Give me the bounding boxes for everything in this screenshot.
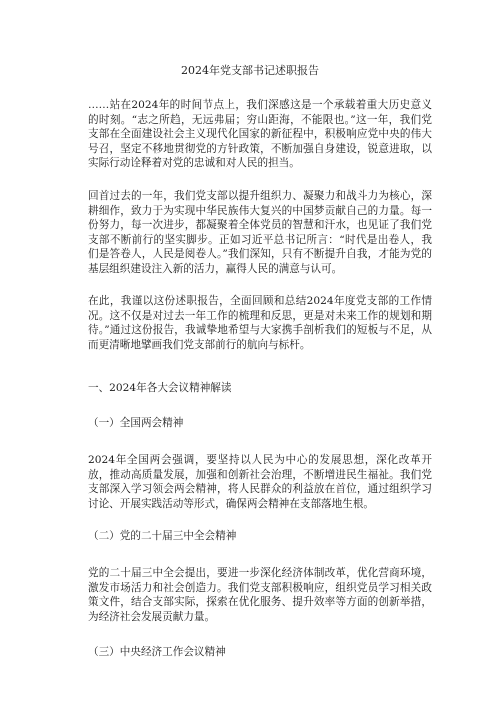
intro-paragraph-1: ……站在2024年的时间节点上，我们深感这是一个承载着重大历史意义的时刻。“志之所趋，无远弗届；穷山距海，不能限也。”这一年，我们党支部在全面建设社会主义现代化国家的新征程中，积极响应党中央的伟大号召，坚定不移地贯彻党的方针政策，不断加强自身建设，锐意进取，以实际行动诠释着对党的忠诚和对人民的担当。 [88,99,432,170]
section-title: 一、2024年各大会议精神解读 [88,382,232,394]
subsection-body-2: 党的二十届三中全会提出，要进一步深化经济体制改革，优化营商环境，激发市场活力和社会创造力。我们党支部积极响应，组织党员学习相关政策文件，结合支部实际，探索在优化服务、提升效率等方面的创新举措，为经济社会发展贡献力量。 [88,567,432,623]
subsection-heading-1: （一）全国两会精神 [88,417,184,429]
subsection-body-1: 2024年全国两会强调，要坚持以人民为中心的发展思想，深化改革开放，推动高质量发展，加强和创新社会治理，不断增进民生福祉。我们党支部深入学习领会两会精神，将人民群众的利益放在首位，通过组织学习讨论、开展实践活动等形式，确保两会精神在支部落地生根。 [88,454,432,510]
subsection-heading-2: （二）党的二十届三中全会精神 [88,530,237,542]
document-title: 2024年党支部书记述职报告 [181,64,319,77]
intro-paragraph-3: 在此，我谨以这份述职报告，全面回顾和总结2024年度党支部的工作情况。这不仅是对过去一年工作的梳理和反思，更是对未来工作的规划和期待。”通过这份报告，我诚挚地希望与大家携手剖析我们的短板与不足，从而更清晰地擘画我们党支部前行的航向与标杆。 [88,295,432,351]
intro-paragraph-2: 回首过去的一年，我们党支部以提升组织力、凝聚力和战斗力为核心，深耕细作，致力于为实现中华民族伟大复兴的中国梦贡献自己的力量。每一份努力，每一次进步，都凝聚着全体党员的智慧和汗水，也见证了我们党支部不断前行的坚实脚步。正如习近平总书记所言：“时代是出卷人，我们是答卷人，人民是阅卷人。”我们深知，只有不断提升自我，才能为党的基层组织建设注入新的活力，赢得人民的满意与认可。 [88,190,432,275]
subsection-heading-3: （三）中央经济工作会议精神 [88,646,226,658]
